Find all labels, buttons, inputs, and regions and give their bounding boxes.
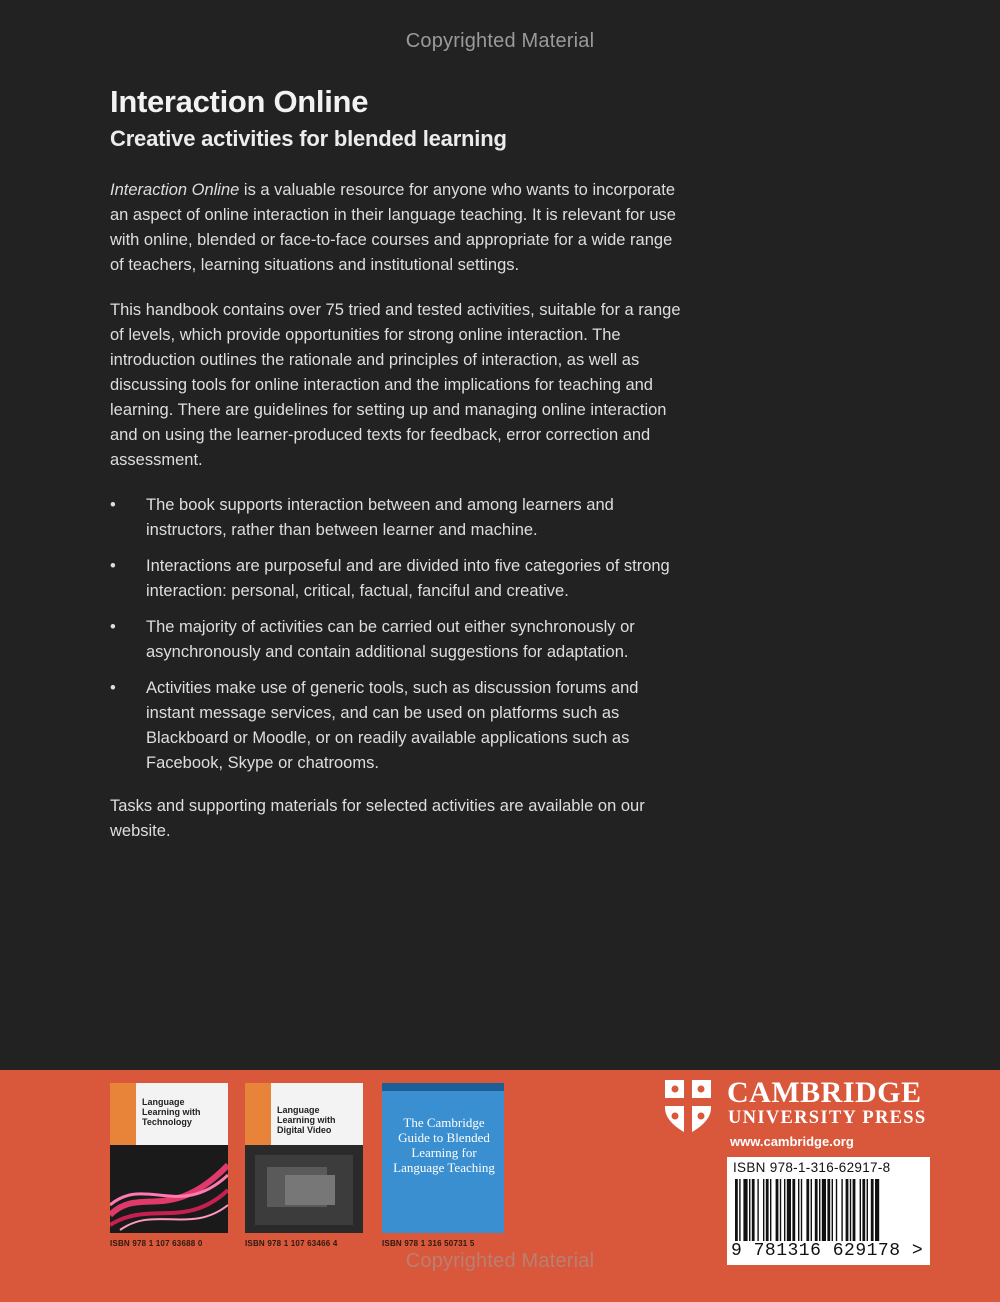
copyright-watermark-top: Copyrighted Material	[405, 30, 595, 52]
related-book-title: Language Learning with Digital Video	[277, 1105, 336, 1135]
feature-item: • Activities make use of generic tools, such as discussion forums and instant message services, and can be used on platforms such as Blackboard or Moodle, or on readily available applications such as Facebook, Skype or chatrooms.	[110, 676, 690, 776]
copyright-watermark-bottom: Copyrighted Material	[405, 1250, 595, 1272]
related-book-isbn: ISBN 978 1 107 63466 4	[245, 1239, 338, 1248]
video-still-graphic	[245, 1145, 363, 1233]
related-book-title: Language Learning with Technology	[142, 1097, 201, 1127]
isbn-barcode	[727, 1157, 930, 1265]
handbook-paragraph: This handbook contains over 75 tried and tested activities, suitable for a range of levels, which provide opportunities for strong online interaction. The introduction outlines the rationale and principles of interaction, as well as discussing tools for online interaction and the implications for teaching and learning. There are guidelines for setting up and managing online interaction and on using the learner-produced texts for feedback, error correction and assessment.	[110, 301, 681, 469]
related-book-isbn: ISBN 978 1 107 63688 0	[110, 1239, 203, 1248]
related-book-cover	[110, 1083, 228, 1233]
feature-item: • Interactions are purposeful and are divided into five categories of strong interaction: personal, critical, factual, fanciful and creative.	[110, 554, 690, 604]
feature-list	[110, 493, 690, 776]
feature-item: • The majority of activities can be carried out either synchronously or asynchronously and contain additional suggestions for adaptation.	[110, 615, 690, 665]
book-title: Interaction Online	[110, 84, 369, 119]
related-book-title: The Cambridge Guide to Blended Learning for Language Teaching	[393, 1115, 495, 1175]
closing-paragraph: Tasks and supporting materials for selected activities are available on our website.	[110, 797, 645, 840]
related-book-cover	[382, 1083, 504, 1233]
barcode-bars	[735, 1179, 923, 1241]
publisher-url: www.cambridge.org	[730, 1134, 854, 1149]
cambridge-shield-icon	[663, 1078, 713, 1136]
intro-italic-title: Interaction Online	[110, 181, 240, 199]
related-book-cover	[245, 1083, 363, 1233]
intro-text: is a valuable resource for anyone who wants to incorporate an aspect of online interaction in their language teaching. It is relevant for use with online, blended or face-to-face courses and appropriate for a wide range of teachers, learning situations and institutional settings.	[110, 181, 676, 274]
abstract-wave-graphic	[110, 1145, 228, 1233]
intro-paragraph	[110, 178, 690, 278]
book-subtitle: Creative activities for blended learning	[110, 126, 507, 151]
feature-item: • The book supports interaction between and among learners and instructors, rather than between learner and machine.	[110, 493, 690, 543]
related-book-isbn: ISBN 978 1 316 50731 5	[382, 1239, 475, 1248]
publisher-subname: UNIVERSITY PRESS	[728, 1108, 927, 1128]
isbn-label: ISBN 978-1-316-62917-8	[733, 1160, 891, 1175]
back-cover-text	[110, 84, 690, 864]
barcode-digits: 9 781316 629178 >	[731, 1241, 924, 1261]
publisher-name: CAMBRIDGE	[727, 1076, 922, 1109]
